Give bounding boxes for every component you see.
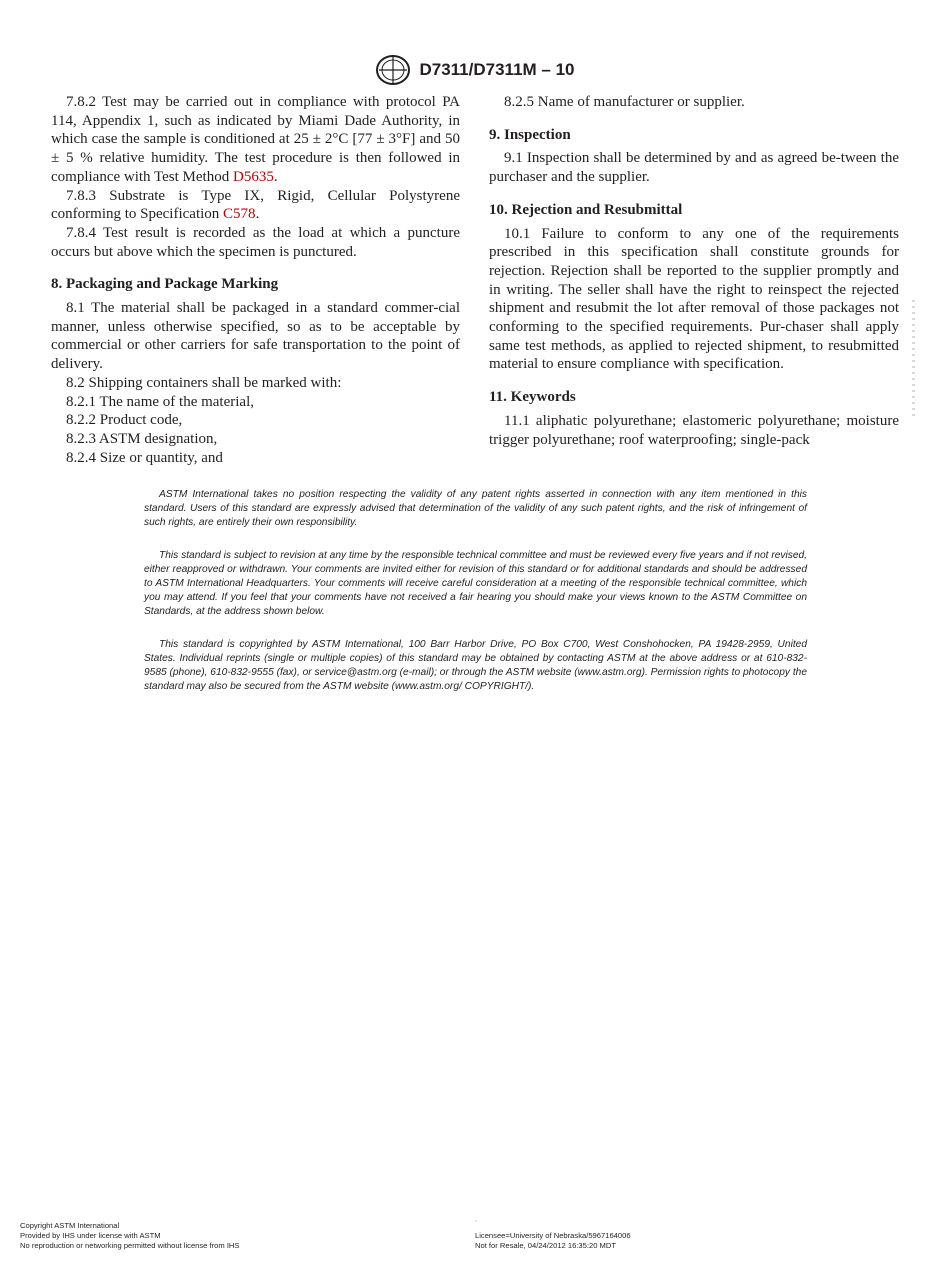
copyright-notice	[144, 638, 807, 694]
section-11-heading: 11. Keywords	[489, 389, 576, 406]
footer-reproduction-line: No reproduction or networking permitted without license from IHS	[20, 1240, 240, 1250]
paragraph-7-8-3: 7.8.3 Substrate is Type IX, Rigid, Cellular Polystyrene conforming to Specification C578.	[51, 187, 460, 223]
revision-notice	[144, 549, 807, 619]
footer-left	[20, 1221, 239, 1251]
page-header	[0, 54, 950, 86]
paragraph-8-2-1: 8.2.1 The name of the material,	[66, 393, 254, 410]
standard-designation: D7311/D7311M – 10	[419, 60, 575, 79]
patent-notice	[144, 488, 807, 530]
footer-copyright-line: Copyright ASTM International	[20, 1221, 120, 1230]
paragraph-8-1: 8.1 The material shall be packaged in a standard commer-cial manner, unless otherwise specified, so as to be acceptable by commercial or other carriers for safe transportation to the point of delivery.	[51, 300, 460, 373]
footer-licensee-line: Licensee=University of Nebraska/5967164006	[475, 1231, 631, 1240]
margin-watermark	[912, 300, 915, 420]
paragraph-8-2-5: 8.2.5 Name of manufacturer or supplier.	[504, 94, 745, 110]
paragraph-8-2-4: 8.2.4 Size or quantity, and	[66, 449, 223, 466]
section-9-heading: 9. Inspection	[489, 126, 571, 143]
paragraph-8-2-2: 8.2.2 Product code,	[66, 412, 183, 429]
footer-provider-line: Provided by IHS under license with ASTM	[20, 1230, 161, 1240]
footer-right	[475, 1231, 631, 1251]
paragraph-9-1: 9.1 Inspection shall be determined by and as agreed be-tween the purchaser and the supplier.	[489, 150, 899, 186]
left-column	[51, 93, 460, 467]
paragraph-8-2-3: 8.2.3 ASTM designation,	[66, 430, 218, 447]
patent-notice-text: ASTM International takes no position respecting the validity of any patent rights asserted in connection with any item mentioned in this standard. Users of this standard are expressly advised that determination of the validity of any such patent rights, and the risk of infringement of such rights, are entirely their own responsibility.	[144, 489, 807, 528]
revision-notice-text: This standard is subject to revision at any time by the responsible technical committee and must be reviewed every five years and if not revised, either reapproved or withdrawn. Your comments are invited either for revision of this standard or for additional standards and should be addressed to ASTM International Headquarters. Your comments will receive careful consideration at a meeting of the responsible technical committee, which you may attend. If you feel that your comments have not received a fair hearing you should make your views known to the ASTM Committee on Standards, at the address shown below.	[144, 550, 807, 617]
footer-tick-mark: `	[475, 1221, 478, 1228]
footer-resale-line: Not for Resale, 04/24/2012 16:35:20 MDT	[475, 1240, 616, 1250]
copyright-notice-text: This standard is copyrighted by ASTM International, 100 Barr Harbor Drive, PO Box C700, West Conshohocken, PA 19428-2959, United States. Individual reprints (single or multiple copies) of this standard may be obtained by contacting ASTM at the above address or at 610-832-9585 (phone), 610-832-9555 (fax), or service@astm.org (e-mail); or through the ASTM website (www.astm.org). Permission rights to photocopy the standard may also be secured from the ASTM website (www.astm.org/ COPYRIGHT/).	[144, 639, 807, 692]
paragraph-8-2: 8.2 Shipping containers shall be marked with:	[66, 374, 342, 391]
link-d5635[interactable]: D5635	[232, 168, 274, 185]
paragraph-11-1: 11.1 aliphatic polyurethane; elastomeric polyurethane; moisture trigger polyurethane; roof waterproofing; single-pack	[489, 412, 899, 448]
paragraph-10-1: 10.1 Failure to conform to any one of the requirements prescribed in this specification shall constitute grounds for rejection. Rejection shall be reported to the supplier promptly and in writing. The seller shall have the right to reinspect the rejected shipment and resubmit the lot after removal of those packages not conforming to the specified requirements. Pur-chaser shall apply same test methods, as applied to rejected shipment, to resubmitted material to ensure compliance with specification.	[489, 225, 899, 373]
paragraph-7-8-2: 7.8.2 Test may be carried out in compliance with protocol PA 114, Appendix 1, such as indicated by Miami Dade Authority, in which case the sample is conditioned at 25 ± 2°C [77 ± 3°F] and 50 ± 5 % relative humidity. The test procedure is then followed in compliance with Test Method D5635.	[51, 94, 460, 185]
link-c578[interactable]: C578	[223, 206, 256, 223]
astm-logo-icon	[375, 54, 411, 86]
right-column	[489, 93, 899, 449]
section-10-heading: 10. Rejection and Resubmittal	[489, 201, 683, 218]
paragraph-7-8-4: 7.8.4 Test result is recorded as the load at which a puncture occurs but above which the specimen is punctured.	[51, 224, 460, 260]
section-8-heading: 8. Packaging and Package Marking	[51, 276, 279, 293]
